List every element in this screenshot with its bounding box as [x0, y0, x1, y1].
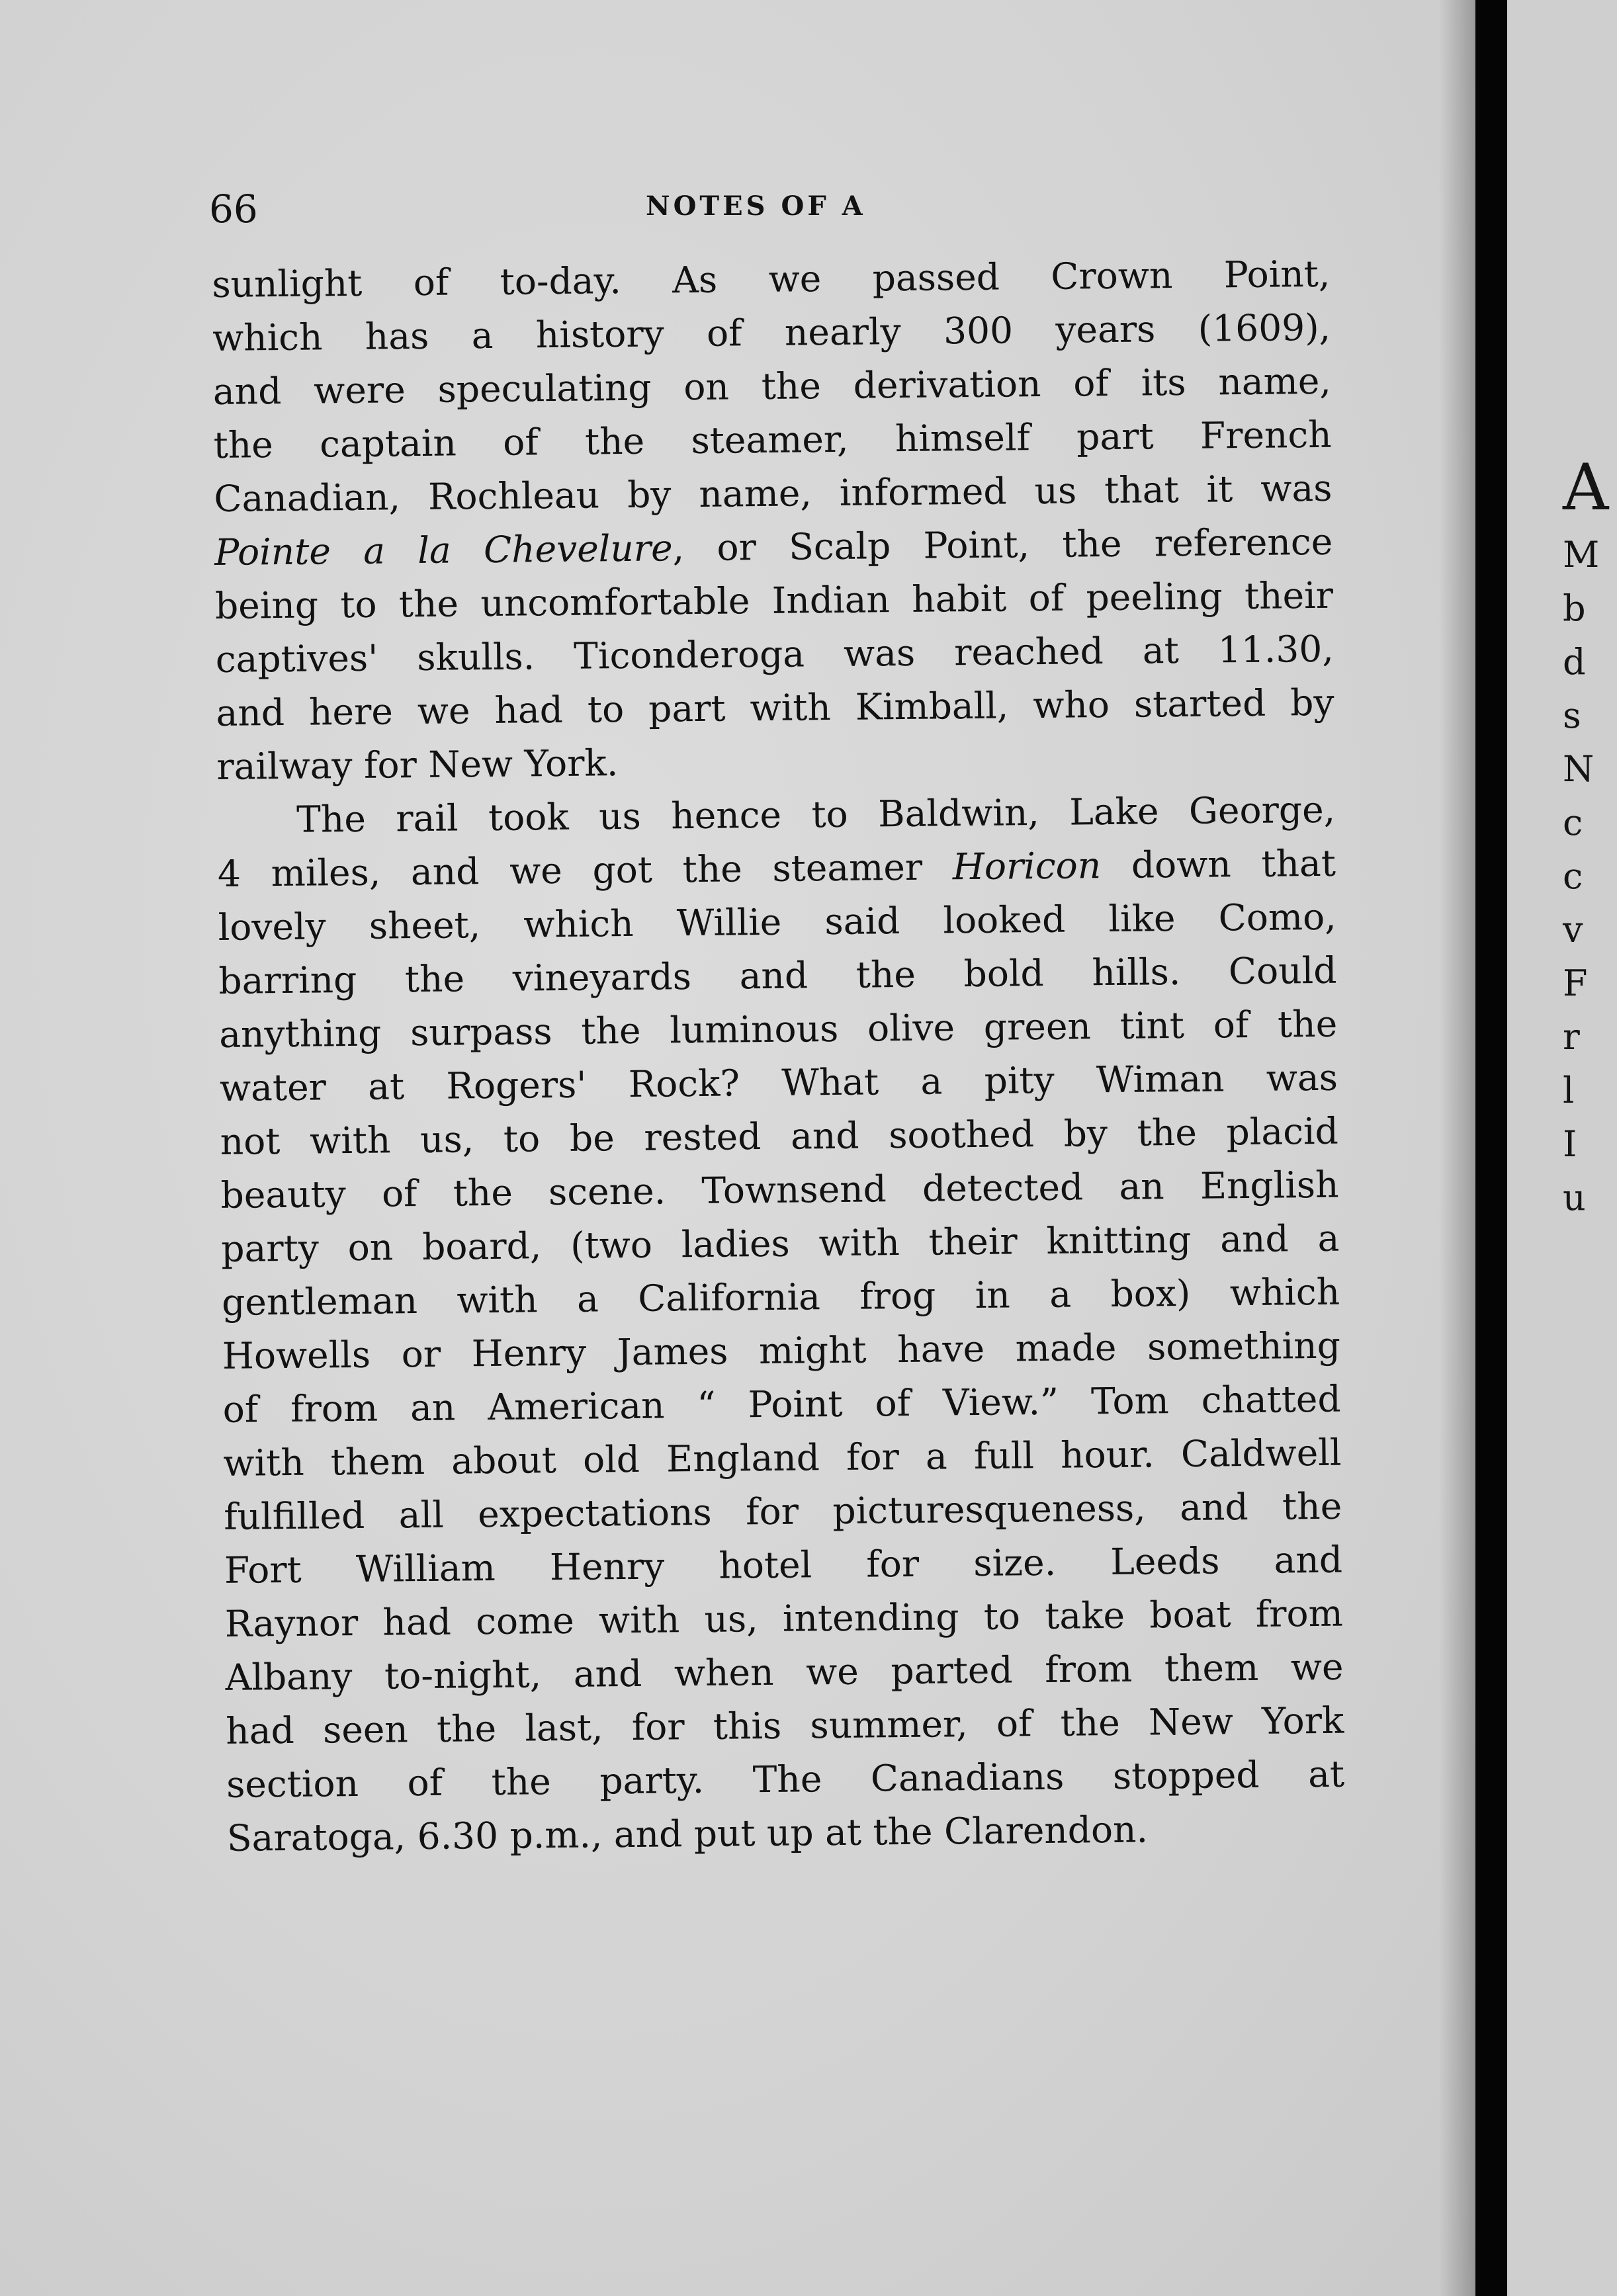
page-header — [209, 187, 1334, 246]
text-line: with them about old England for a full hour. Caldwell — [223, 1431, 1342, 1484]
text-line: had seen the last, for this summer, of the New York — [226, 1699, 1344, 1752]
text-line: Canadian, Rochleau by name, informed us that it was — [214, 466, 1333, 520]
text-line: section of the party. The Canadians stopped at — [226, 1752, 1345, 1806]
facing-letter: c — [1563, 855, 1583, 897]
text-line: being to the uncomfortable Indian habit of peeling their — [214, 574, 1334, 627]
facing-letter: N — [1563, 748, 1595, 790]
facing-letter: u — [1563, 1177, 1586, 1218]
italic-place-name: Pointe a la Chevelure — [214, 527, 673, 574]
text-line: water at Rogers' Rock? What a pity Wiman was — [219, 1056, 1338, 1109]
text-line: party on board, (two ladies with their knitting and a — [221, 1216, 1340, 1270]
text-line: Albany to-night, and when we parted from them we — [225, 1645, 1344, 1699]
body-text — [212, 247, 1345, 1865]
text-line: Saratoga, 6.30 p.m., and put up at the Clarendon. — [226, 1808, 1149, 1859]
text-line: The rail took us hence to Baldwin, Lake George, — [296, 788, 1336, 841]
page-number: 66 — [209, 187, 258, 232]
gutter-shadow — [1439, 0, 1475, 2296]
italic-steamer-name: Horicon — [952, 844, 1102, 888]
running-head: NOTES OF A — [646, 191, 866, 222]
facing-letter: M — [1563, 534, 1600, 575]
text-line: anything surpass the luminous olive green tint of the — [218, 1002, 1338, 1056]
facing-letter: A — [1563, 450, 1609, 525]
facing-letter: d — [1563, 641, 1586, 683]
facing-letter: v — [1563, 909, 1583, 951]
text-line: sunlight of to-day. As we passed Crown Point, — [212, 252, 1331, 306]
text-line: barring the vineyards and the bold hills. Could — [218, 949, 1337, 1002]
text-line: of from an American “ Point of View.” Tom chatted — [222, 1377, 1341, 1431]
facing-letter: c — [1563, 802, 1583, 843]
text-line: not with us, to be rested and soothed by the placid — [220, 1109, 1339, 1163]
facing-letter: I — [1563, 1123, 1577, 1165]
text-line: gentleman with a California frog in a box) which — [221, 1270, 1340, 1324]
text-run: , or Scalp Point, the reference — [672, 520, 1333, 570]
text-run: 4 miles, and we got the steamer — [217, 845, 953, 895]
text-line: Raynor had come with us, intending to take boat from — [224, 1592, 1344, 1645]
text-line: fulfilled all expectations for picturesqueness, and the — [223, 1484, 1342, 1538]
text-line: the captain of the steamer, himself part French — [213, 413, 1332, 466]
facing-letter: l — [1563, 1070, 1575, 1111]
text-line: and here we had to part with Kimball, who started by — [216, 681, 1334, 734]
text-line: Fort William Henry hotel for size. Leeds and — [224, 1538, 1343, 1592]
facing-letter: s — [1563, 695, 1581, 736]
text-line: Howells or Henry James might have made something — [222, 1324, 1341, 1377]
text-line: and were speculating on the derivation of its name, — [212, 359, 1332, 413]
facing-letter: r — [1563, 1016, 1580, 1058]
text-line: captives' skulls. Ticonderoga was reached at 11.30, — [215, 627, 1334, 681]
text-line: which has a history of nearly 300 years (1609), — [212, 306, 1331, 359]
text-line: beauty of the scene. Townsend detected an English — [220, 1163, 1339, 1216]
text-line: lovely sheet, which Willie said looked like Como, — [218, 895, 1336, 949]
facing-letter: F — [1563, 962, 1588, 1004]
facing-letter: b — [1563, 587, 1586, 629]
text-line: railway for New York. — [216, 742, 619, 788]
text-run: down that — [1100, 841, 1336, 887]
facing-page-letters — [1563, 344, 1608, 1278]
